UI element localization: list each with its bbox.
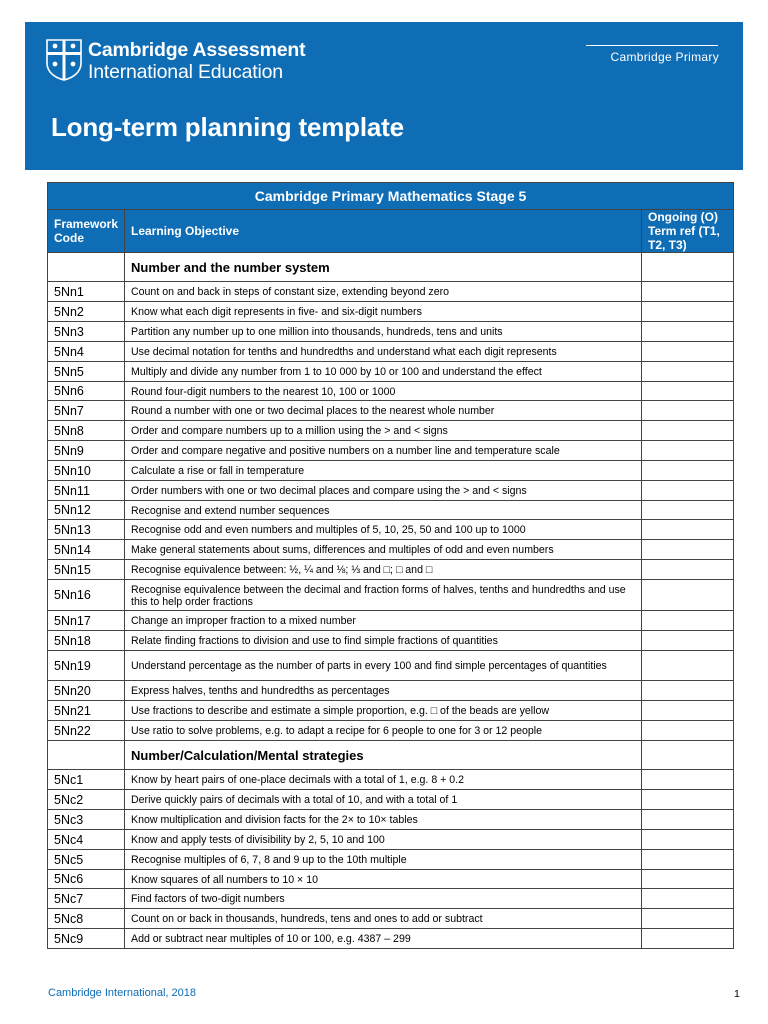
- learning-objective: Use ratio to solve problems, e.g. to adapt a recipe for 6 people to one for 3 or 12 people: [125, 721, 642, 741]
- learning-objective: Round four-digit numbers to the nearest 10, 100 or 1000: [125, 382, 642, 401]
- column-header-code: Framework Code: [48, 210, 125, 253]
- term-ref-cell: [642, 701, 734, 721]
- framework-code: 5Nn22: [48, 721, 125, 741]
- term-ref-cell: [642, 651, 734, 681]
- objective-row: [48, 770, 734, 790]
- learning-objective: Know and apply tests of divisibility by 2, 5, 10 and 100: [125, 830, 642, 850]
- objective-row: [48, 401, 734, 421]
- framework-code: 5Nn5: [48, 362, 125, 382]
- learning-objective: Recognise equivalence between the decimal and fraction forms of halves, tenths and hundredths and use this to help order fractions: [125, 580, 642, 611]
- section-row: [48, 741, 734, 770]
- learning-objective: Count on and back in steps of constant size, extending beyond zero: [125, 282, 642, 302]
- learning-objective: Understand percentage as the number of parts in every 100 and find simple percentages of quantities: [125, 651, 642, 681]
- organisation-logo: [46, 39, 305, 83]
- term-ref-cell: [642, 830, 734, 850]
- framework-code: 5Nc3: [48, 810, 125, 830]
- framework-code: 5Nn1: [48, 282, 125, 302]
- learning-objective: Express halves, tenths and hundredths as percentages: [125, 681, 642, 701]
- learning-objective: Multiply and divide any number from 1 to 10 000 by 10 or 100 and understand the effect: [125, 362, 642, 382]
- learning-objective: Use decimal notation for tenths and hundredths and understand what each digit represents: [125, 342, 642, 362]
- term-ref-cell: [642, 889, 734, 909]
- org-name-line2: International Education: [88, 61, 283, 83]
- learning-objective: Partition any number up to one million into thousands, hundreds, tens and units: [125, 322, 642, 342]
- objective-row: [48, 481, 734, 501]
- framework-code: 5Nn19: [48, 651, 125, 681]
- section-code-cell: [48, 253, 125, 282]
- objective-row: [48, 830, 734, 850]
- objective-row: [48, 810, 734, 830]
- section-heading: Number/Calculation/Mental strategies: [125, 741, 642, 770]
- framework-code: 5Nn3: [48, 322, 125, 342]
- framework-code: 5Nc2: [48, 790, 125, 810]
- framework-code: 5Nc6: [48, 870, 125, 889]
- learning-objective: Recognise and extend number sequences: [125, 501, 642, 520]
- term-ref-cell: [642, 441, 734, 461]
- section-row: [48, 253, 734, 282]
- section-heading: Number and the number system: [125, 253, 642, 282]
- learning-objective: Recognise equivalence between: ½, ¼ and ⅛; ⅓ and □; □ and □: [125, 560, 642, 580]
- learning-objective: Relate finding fractions to division and use to find simple fractions of quantities: [125, 631, 642, 651]
- objective-row: [48, 850, 734, 870]
- term-ref-cell: [642, 520, 734, 540]
- term-ref-cell: [642, 721, 734, 741]
- learning-objective: Know squares of all numbers to 10 × 10: [125, 870, 642, 889]
- planning-table: [47, 182, 734, 949]
- learning-objective: Know by heart pairs of one-place decimals with a total of 1, e.g. 8 + 0.2: [125, 770, 642, 790]
- term-ref-cell: [642, 909, 734, 929]
- term-ref-cell: [642, 540, 734, 560]
- objective-row: [48, 501, 734, 520]
- objective-row: [48, 282, 734, 302]
- header-banner: [25, 22, 743, 170]
- programme-divider: [586, 45, 718, 46]
- term-ref-cell: [642, 681, 734, 701]
- framework-code: 5Nc8: [48, 909, 125, 929]
- term-ref-cell: [642, 302, 734, 322]
- framework-code: 5Nn4: [48, 342, 125, 362]
- framework-code: 5Nn17: [48, 611, 125, 631]
- framework-code: 5Nn10: [48, 461, 125, 481]
- learning-objective: Order numbers with one or two decimal places and compare using the > and < signs: [125, 481, 642, 501]
- objective-row: [48, 701, 734, 721]
- framework-code: 5Nn8: [48, 421, 125, 441]
- term-ref-cell: [642, 870, 734, 889]
- term-ref-cell: [642, 461, 734, 481]
- framework-code: 5Nc4: [48, 830, 125, 850]
- learning-objective: Use fractions to describe and estimate a simple proportion, e.g. □ of the beads are yellow: [125, 701, 642, 721]
- objective-row: [48, 362, 734, 382]
- term-ref-cell: [642, 282, 734, 302]
- table-header-row: [48, 210, 734, 253]
- framework-code: 5Nc1: [48, 770, 125, 790]
- objective-row: [48, 909, 734, 929]
- objective-row: [48, 889, 734, 909]
- learning-objective: Know what each digit represents in five- and six-digit numbers: [125, 302, 642, 322]
- crest-icon: [46, 39, 82, 81]
- learning-objective: Order and compare numbers up to a million using the > and < signs: [125, 421, 642, 441]
- term-ref-cell: [642, 322, 734, 342]
- framework-code: 5Nc5: [48, 850, 125, 870]
- framework-code: 5Nc9: [48, 929, 125, 949]
- column-header-term-ref: Ongoing (O) Term ref (T1, T2, T3): [642, 210, 734, 253]
- learning-objective: Make general statements about sums, differences and multiples of odd and even numbers: [125, 540, 642, 560]
- framework-code: 5Nn16: [48, 580, 125, 611]
- column-header-objective: Learning Objective: [125, 210, 642, 253]
- term-ref-cell: [642, 401, 734, 421]
- document-title: Long-term planning template: [51, 112, 404, 142]
- framework-code: 5Nn13: [48, 520, 125, 540]
- term-ref-cell: [642, 362, 734, 382]
- learning-objective: Round a number with one or two decimal places to the nearest whole number: [125, 401, 642, 421]
- term-ref-cell: [642, 342, 734, 362]
- term-ref-cell: [642, 790, 734, 810]
- learning-objective: Recognise multiples of 6, 7, 8 and 9 up to the 10th multiple: [125, 850, 642, 870]
- framework-code: 5Nn18: [48, 631, 125, 651]
- framework-code: 5Nn6: [48, 382, 125, 401]
- term-ref-cell: [642, 611, 734, 631]
- section-code-cell: [48, 741, 125, 770]
- objective-row: [48, 631, 734, 651]
- term-ref-cell: [642, 421, 734, 441]
- term-ref-cell: [642, 850, 734, 870]
- learning-objective: Know multiplication and division facts for the 2× to 10× tables: [125, 810, 642, 830]
- framework-code: 5Nn14: [48, 540, 125, 560]
- objective-row: [48, 520, 734, 540]
- objective-row: [48, 651, 734, 681]
- term-ref-cell: [642, 929, 734, 949]
- learning-objective: Derive quickly pairs of decimals with a total of 10, and with a total of 1: [125, 790, 642, 810]
- term-ref-cell: [642, 560, 734, 580]
- objective-row: [48, 929, 734, 949]
- learning-objective: Recognise odd and even numbers and multiples of 5, 10, 25, 50 and 100 up to 1000: [125, 520, 642, 540]
- framework-code: 5Nn15: [48, 560, 125, 580]
- objective-row: [48, 681, 734, 701]
- table-title: Cambridge Primary Mathematics Stage 5: [48, 183, 734, 210]
- objective-row: [48, 302, 734, 322]
- objective-row: [48, 870, 734, 889]
- framework-code: 5Nn9: [48, 441, 125, 461]
- footer-copyright: Cambridge International, 2018: [48, 987, 196, 999]
- objective-row: [48, 322, 734, 342]
- term-ref-cell: [642, 810, 734, 830]
- objective-row: [48, 540, 734, 560]
- objective-row: [48, 421, 734, 441]
- learning-objective: Calculate a rise or fall in temperature: [125, 461, 642, 481]
- programme-name: Cambridge Primary: [610, 50, 719, 64]
- objective-row: [48, 382, 734, 401]
- objective-row: [48, 611, 734, 631]
- framework-code: 5Nc7: [48, 889, 125, 909]
- objective-row: [48, 721, 734, 741]
- objective-row: [48, 342, 734, 362]
- learning-objective: Add or subtract near multiples of 10 or 100, e.g. 4387 – 299: [125, 929, 642, 949]
- objective-row: [48, 560, 734, 580]
- framework-code: 5Nn20: [48, 681, 125, 701]
- framework-code: 5Nn11: [48, 481, 125, 501]
- term-ref-cell: [642, 770, 734, 790]
- objective-row: [48, 441, 734, 461]
- framework-code: 5Nn2: [48, 302, 125, 322]
- framework-code: 5Nn7: [48, 401, 125, 421]
- framework-code: 5Nn12: [48, 501, 125, 520]
- term-ref-cell: [642, 501, 734, 520]
- learning-objective: Count on or back in thousands, hundreds, tens and ones to add or subtract: [125, 909, 642, 929]
- objective-row: [48, 461, 734, 481]
- learning-objective: Find factors of two-digit numbers: [125, 889, 642, 909]
- objective-row: [48, 580, 734, 611]
- learning-objective: Order and compare negative and positive numbers on a number line and temperature scale: [125, 441, 642, 461]
- term-ref-cell: [642, 382, 734, 401]
- framework-code: 5Nn21: [48, 701, 125, 721]
- org-name-line1: Cambridge Assessment: [88, 39, 306, 61]
- objective-row: [48, 790, 734, 810]
- term-ref-cell: [642, 741, 734, 770]
- page-number: 1: [734, 988, 740, 1000]
- term-ref-cell: [642, 580, 734, 611]
- term-ref-cell: [642, 253, 734, 282]
- learning-objective: Change an improper fraction to a mixed number: [125, 611, 642, 631]
- term-ref-cell: [642, 481, 734, 501]
- table-title-row: [48, 183, 734, 210]
- term-ref-cell: [642, 631, 734, 651]
